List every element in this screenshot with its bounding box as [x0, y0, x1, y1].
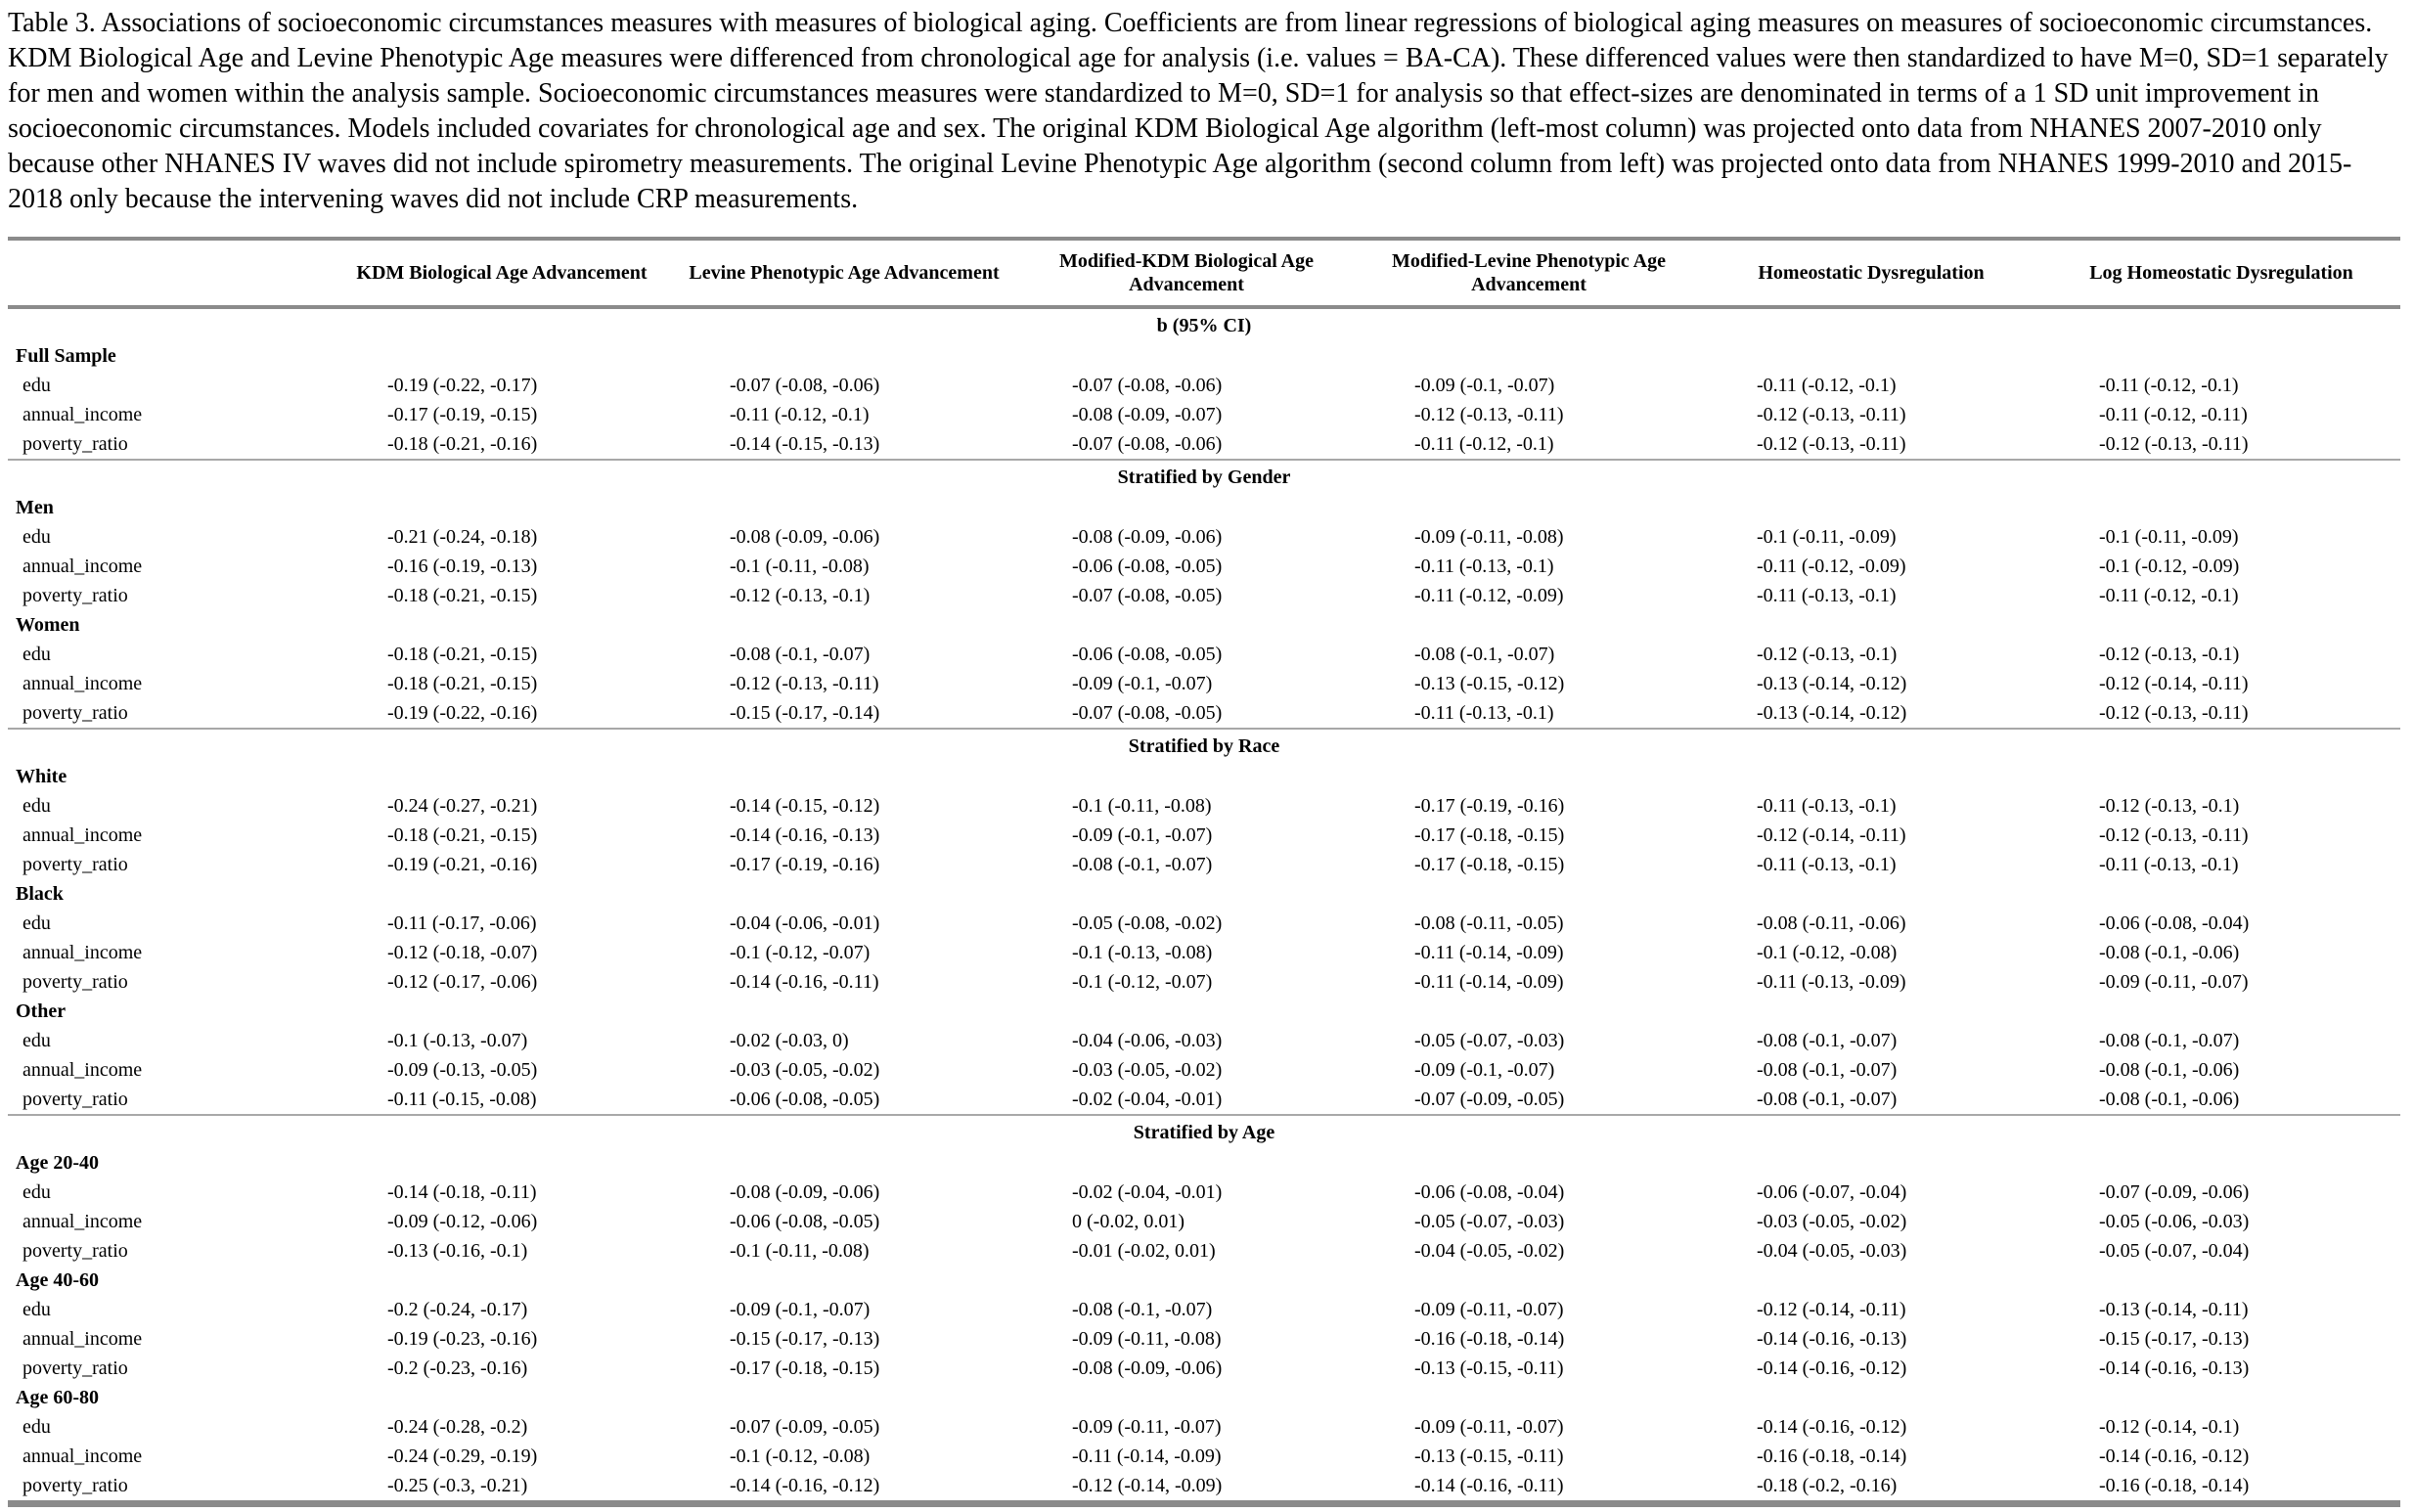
- value-cell: -0.08 (-0.1, -0.07): [1072, 1299, 1213, 1320]
- value-cell: -0.08 (-0.1, -0.07): [1757, 1059, 1898, 1081]
- value-cell: -0.11 (-0.17, -0.06): [387, 912, 537, 934]
- value-cell: -0.12 (-0.14, -0.11): [2099, 673, 2249, 694]
- row-label: edu: [22, 1181, 51, 1203]
- value-cell: -0.12 (-0.13, -0.1): [1757, 644, 1898, 665]
- group-header-row: [8, 879, 2400, 909]
- row-label: edu: [22, 1030, 51, 1051]
- value-cell: -0.09 (-0.1, -0.07): [1414, 1059, 1555, 1081]
- value-cell: -0.08 (-0.11, -0.05): [1414, 912, 1564, 934]
- table-row: [8, 640, 2400, 669]
- value-cell: -0.07 (-0.08, -0.06): [1072, 433, 1223, 455]
- value-cell: -0.02 (-0.03, 0): [730, 1030, 849, 1051]
- value-cell: -0.14 (-0.16, -0.11): [1414, 1475, 1564, 1496]
- value-cell: -0.09 (-0.11, -0.07): [2099, 971, 2249, 993]
- row-label: annual_income: [22, 673, 143, 694]
- row-label: edu: [22, 1416, 51, 1438]
- value-cell: -0.13 (-0.15, -0.12): [1414, 673, 1565, 694]
- value-cell: -0.12 (-0.13, -0.11): [2099, 433, 2249, 455]
- value-cell: -0.07 (-0.08, -0.06): [1072, 375, 1223, 396]
- value-cell: -0.08 (-0.09, -0.07): [1072, 404, 1223, 425]
- value-cell: -0.14 (-0.15, -0.13): [730, 433, 880, 455]
- value-cell: -0.11 (-0.14, -0.09): [1414, 971, 1564, 993]
- value-cell: -0.1 (-0.12, -0.07): [730, 942, 871, 963]
- value-cell: -0.12 (-0.18, -0.07): [387, 942, 538, 963]
- value-cell: -0.11 (-0.12, -0.11): [2099, 404, 2248, 425]
- table-row: [8, 1471, 2400, 1504]
- value-cell: -0.03 (-0.05, -0.02): [1757, 1211, 1907, 1232]
- value-cell: -0.12 (-0.14, -0.11): [1757, 1299, 1906, 1320]
- value-cell: -0.18 (-0.21, -0.15): [387, 824, 538, 846]
- section-divider-row: [8, 1115, 2400, 1148]
- group-header-row: [8, 341, 2400, 371]
- value-cell: -0.11 (-0.13, -0.09): [1757, 971, 1906, 993]
- group-label: Women: [16, 614, 80, 636]
- table-row: [8, 1354, 2400, 1383]
- group-label: White: [16, 766, 67, 787]
- value-cell: -0.06 (-0.07, -0.04): [1757, 1181, 1907, 1203]
- value-cell: -0.24 (-0.28, -0.2): [387, 1416, 528, 1438]
- value-cell: -0.13 (-0.15, -0.11): [1414, 1357, 1564, 1379]
- value-cell: -0.14 (-0.16, -0.12): [2099, 1445, 2250, 1467]
- value-cell: -0.17 (-0.18, -0.15): [1414, 854, 1565, 875]
- value-cell: -0.15 (-0.17, -0.13): [2099, 1328, 2250, 1350]
- table-row: [8, 938, 2400, 967]
- value-cell: -0.12 (-0.13, -0.1): [730, 585, 871, 606]
- table-body: [8, 307, 2400, 1504]
- value-cell: -0.14 (-0.16, -0.13): [730, 824, 880, 846]
- value-cell: -0.06 (-0.08, -0.04): [2099, 912, 2250, 934]
- value-cell: -0.16 (-0.18, -0.14): [2099, 1475, 2250, 1496]
- value-cell: -0.08 (-0.1, -0.07): [1414, 644, 1555, 665]
- section-divider-label: Stratified by Age: [8, 1115, 2400, 1148]
- value-cell: -0.11 (-0.13, -0.1): [1757, 585, 1897, 606]
- value-cell: -0.08 (-0.1, -0.07): [1072, 854, 1213, 875]
- row-label: poverty_ratio: [22, 433, 128, 455]
- value-cell: -0.18 (-0.21, -0.15): [387, 673, 538, 694]
- column-header-modified-levine-phenotypic-age: Modified-Levine Phenotypic Age Advancement: [1358, 239, 1700, 307]
- section-divider-row: [8, 729, 2400, 762]
- value-cell: -0.11 (-0.12, -0.09): [1757, 556, 1906, 577]
- value-cell: -0.07 (-0.08, -0.05): [1072, 702, 1223, 724]
- value-cell: -0.12 (-0.13, -0.1): [2099, 795, 2240, 817]
- section-divider-row: [8, 460, 2400, 493]
- value-cell: -0.17 (-0.19, -0.16): [730, 854, 880, 875]
- value-cell: -0.11 (-0.12, -0.1): [1757, 375, 1897, 396]
- value-cell: -0.19 (-0.22, -0.16): [387, 702, 538, 724]
- group-label: Full Sample: [16, 345, 116, 367]
- row-label: annual_income: [22, 1445, 143, 1467]
- row-label: annual_income: [22, 1211, 143, 1232]
- value-cell: 0 (-0.02, 0.01): [1072, 1211, 1185, 1232]
- value-cell: -0.05 (-0.06, -0.03): [2099, 1211, 2250, 1232]
- group-header-row: [8, 493, 2400, 522]
- value-cell: -0.07 (-0.08, -0.05): [1072, 585, 1223, 606]
- group-label: Men: [16, 497, 54, 518]
- value-cell: -0.1 (-0.13, -0.07): [387, 1030, 528, 1051]
- value-cell: -0.12 (-0.14, -0.1): [2099, 1416, 2240, 1438]
- value-cell: -0.09 (-0.13, -0.05): [387, 1059, 538, 1081]
- value-cell: -0.12 (-0.14, -0.11): [1757, 824, 1906, 846]
- row-label: poverty_ratio: [22, 1240, 128, 1262]
- value-cell: -0.01 (-0.02, 0.01): [1072, 1240, 1216, 1262]
- table-row: [8, 552, 2400, 581]
- table-row: [8, 850, 2400, 879]
- value-cell: -0.07 (-0.09, -0.05): [730, 1416, 880, 1438]
- value-cell: -0.08 (-0.1, -0.06): [2099, 1059, 2240, 1081]
- row-label: poverty_ratio: [22, 1089, 128, 1110]
- value-cell: -0.1 (-0.11, -0.08): [1072, 795, 1212, 817]
- value-cell: -0.11 (-0.12, -0.1): [2099, 375, 2239, 396]
- table-row: [8, 1207, 2400, 1236]
- table-row: [8, 581, 2400, 610]
- table-row: [8, 791, 2400, 821]
- group-header-row: [8, 610, 2400, 640]
- value-cell: -0.09 (-0.11, -0.07): [1072, 1416, 1222, 1438]
- table-row: [8, 1026, 2400, 1055]
- value-cell: -0.07 (-0.08, -0.06): [730, 375, 880, 396]
- value-cell: -0.08 (-0.09, -0.06): [1072, 526, 1223, 548]
- value-cell: -0.11 (-0.12, -0.1): [730, 404, 870, 425]
- value-cell: -0.19 (-0.23, -0.16): [387, 1328, 538, 1350]
- table-row: [8, 429, 2400, 460]
- table-row: [8, 909, 2400, 938]
- value-cell: -0.05 (-0.07, -0.03): [1414, 1030, 1565, 1051]
- value-cell: -0.11 (-0.13, -0.1): [2099, 854, 2239, 875]
- row-label: edu: [22, 795, 51, 817]
- row-label: poverty_ratio: [22, 1357, 128, 1379]
- value-cell: -0.19 (-0.21, -0.16): [387, 854, 538, 875]
- group-label: Black: [16, 883, 64, 905]
- group-label: Age 60-80: [16, 1387, 99, 1408]
- table-row: [8, 967, 2400, 997]
- value-cell: -0.2 (-0.23, -0.16): [387, 1357, 528, 1379]
- group-label: Other: [16, 1001, 67, 1022]
- table-row: [8, 1055, 2400, 1085]
- value-cell: -0.15 (-0.17, -0.14): [730, 702, 880, 724]
- table-row: [8, 1295, 2400, 1324]
- value-cell: -0.16 (-0.19, -0.13): [387, 556, 538, 577]
- value-cell: -0.02 (-0.04, -0.01): [1072, 1089, 1223, 1110]
- value-cell: -0.02 (-0.04, -0.01): [1072, 1181, 1223, 1203]
- value-cell: -0.11 (-0.12, -0.09): [1414, 585, 1564, 606]
- value-cell: -0.11 (-0.13, -0.1): [1414, 556, 1554, 577]
- value-cell: -0.17 (-0.18, -0.15): [1414, 824, 1565, 846]
- value-cell: -0.1 (-0.12, -0.08): [730, 1445, 871, 1467]
- table-row: [8, 1236, 2400, 1266]
- column-header-levine-phenotypic-age: Levine Phenotypic Age Advancement: [673, 239, 1015, 307]
- group-header-row: [8, 1383, 2400, 1412]
- value-cell: -0.08 (-0.09, -0.06): [1072, 1357, 1223, 1379]
- value-cell: -0.05 (-0.07, -0.03): [1414, 1211, 1565, 1232]
- section-divider-label: Stratified by Race: [8, 729, 2400, 762]
- group-label: Age 20-40: [16, 1152, 99, 1174]
- value-cell: -0.03 (-0.05, -0.02): [730, 1059, 880, 1081]
- value-cell: -0.12 (-0.17, -0.06): [387, 971, 538, 993]
- value-cell: -0.09 (-0.1, -0.07): [1414, 375, 1555, 396]
- row-label: annual_income: [22, 404, 143, 425]
- value-cell: -0.18 (-0.21, -0.15): [387, 585, 538, 606]
- value-cell: -0.08 (-0.1, -0.06): [2099, 1089, 2240, 1110]
- value-cell: -0.11 (-0.13, -0.1): [1757, 795, 1897, 817]
- value-cell: -0.12 (-0.13, -0.11): [1757, 404, 1906, 425]
- value-cell: -0.14 (-0.16, -0.11): [730, 971, 879, 993]
- value-cell: -0.06 (-0.08, -0.05): [1072, 644, 1223, 665]
- group-label: Age 40-60: [16, 1269, 99, 1291]
- value-cell: -0.13 (-0.14, -0.12): [1757, 702, 1907, 724]
- value-cell: -0.1 (-0.12, -0.08): [1757, 942, 1898, 963]
- row-label: edu: [22, 526, 51, 548]
- value-cell: -0.11 (-0.14, -0.09): [1072, 1445, 1222, 1467]
- table-row: [8, 1412, 2400, 1442]
- row-label: annual_income: [22, 824, 143, 846]
- value-cell: -0.08 (-0.09, -0.06): [730, 1181, 880, 1203]
- value-cell: -0.08 (-0.11, -0.06): [1757, 912, 1906, 934]
- column-header-row: [8, 239, 2400, 307]
- value-cell: -0.13 (-0.15, -0.11): [1414, 1445, 1564, 1467]
- table-row: [8, 400, 2400, 429]
- estimate-type-subheader-row: [8, 307, 2400, 341]
- row-label: annual_income: [22, 1328, 143, 1350]
- value-cell: -0.06 (-0.08, -0.05): [730, 1211, 880, 1232]
- value-cell: -0.08 (-0.1, -0.07): [730, 644, 871, 665]
- value-cell: -0.09 (-0.11, -0.08): [1414, 526, 1564, 548]
- value-cell: -0.05 (-0.08, -0.02): [1072, 912, 1223, 934]
- value-cell: -0.12 (-0.13, -0.11): [2099, 824, 2249, 846]
- value-cell: -0.11 (-0.13, -0.1): [1414, 702, 1554, 724]
- value-cell: -0.1 (-0.11, -0.09): [1757, 526, 1897, 548]
- table-caption: Table 3. Associations of socioeconomic circumstances measures with measures of biological aging. Coefficients are from linear regressions of biological aging measures on measures of socioeconomic circumstances. KDM Biological Age and Levine Phenotypic Age measures were differenced from chronological age for analysis (i.e. values = BA-CA). These differenced values were then standardized to have M=0, SD=1 separately for men and women within the analysis sample. Socioeconomic circumstances measures were standardized to M=0, SD=1 for analysis so that effect-sizes are denominated in terms of a 1 SD unit improvement in socioeconomic circumstances. Models included covariates for chronological age and sex. The original KDM Biological Age algorithm (left-most column) was projected onto data from NHANES 2007-2010 only because other NHANES IV waves did not include spirometry measurements. The original Levine Phenotypic Age algorithm (second column from left) was projected onto data from NHANES 1999-2010 and 2015-2018 only because the intervening waves did not include CRP measurements.: [8, 8, 2389, 214]
- row-label: edu: [22, 644, 51, 665]
- value-cell: -0.04 (-0.05, -0.02): [1414, 1240, 1565, 1262]
- group-header-row: [8, 762, 2400, 791]
- value-cell: -0.09 (-0.11, -0.07): [1414, 1299, 1564, 1320]
- row-label: poverty_ratio: [22, 585, 128, 606]
- value-cell: -0.18 (-0.21, -0.15): [387, 644, 538, 665]
- row-label: poverty_ratio: [22, 971, 128, 993]
- value-cell: -0.1 (-0.11, -0.08): [730, 1240, 870, 1262]
- value-cell: -0.18 (-0.2, -0.16): [1757, 1475, 1898, 1496]
- row-label: edu: [22, 912, 51, 934]
- value-cell: -0.1 (-0.12, -0.07): [1072, 971, 1213, 993]
- column-header-kdm-biological-age: KDM Biological Age Advancement: [331, 239, 673, 307]
- value-cell: -0.18 (-0.21, -0.16): [387, 433, 538, 455]
- row-label-column-header: [8, 239, 331, 307]
- row-label: edu: [22, 375, 51, 396]
- value-cell: -0.12 (-0.14, -0.09): [1072, 1475, 1223, 1496]
- table-row: [8, 821, 2400, 850]
- value-cell: -0.14 (-0.16, -0.12): [730, 1475, 880, 1496]
- value-cell: -0.11 (-0.15, -0.08): [387, 1089, 537, 1110]
- value-cell: -0.21 (-0.24, -0.18): [387, 526, 538, 548]
- row-label: poverty_ratio: [22, 1475, 128, 1496]
- table-row: [8, 1085, 2400, 1115]
- value-cell: -0.2 (-0.24, -0.17): [387, 1299, 528, 1320]
- row-label: poverty_ratio: [22, 854, 128, 875]
- value-cell: -0.11 (-0.13, -0.1): [1757, 854, 1897, 875]
- value-cell: -0.14 (-0.18, -0.11): [387, 1181, 537, 1203]
- value-cell: -0.14 (-0.16, -0.12): [1757, 1416, 1907, 1438]
- value-cell: -0.15 (-0.17, -0.13): [730, 1328, 880, 1350]
- value-cell: -0.11 (-0.12, -0.1): [1414, 433, 1554, 455]
- column-header-modified-kdm-biological-age: Modified-KDM Biological Age Advancement: [1015, 239, 1358, 307]
- value-cell: -0.08 (-0.1, -0.07): [1757, 1089, 1898, 1110]
- section-divider-label: Stratified by Gender: [8, 460, 2400, 493]
- value-cell: -0.16 (-0.18, -0.14): [1414, 1328, 1565, 1350]
- value-cell: -0.09 (-0.1, -0.07): [1072, 824, 1213, 846]
- value-cell: -0.03 (-0.05, -0.02): [1072, 1059, 1223, 1081]
- value-cell: -0.08 (-0.09, -0.06): [730, 526, 880, 548]
- value-cell: -0.05 (-0.07, -0.04): [2099, 1240, 2250, 1262]
- table-header: [8, 239, 2400, 307]
- value-cell: -0.04 (-0.06, -0.03): [1072, 1030, 1223, 1051]
- estimate-type-subheader: b (95% CI): [1156, 315, 1252, 336]
- row-label: annual_income: [22, 1059, 143, 1081]
- value-cell: -0.17 (-0.18, -0.15): [730, 1357, 880, 1379]
- row-label: annual_income: [22, 556, 143, 577]
- value-cell: -0.08 (-0.1, -0.07): [1757, 1030, 1898, 1051]
- table-row: [8, 1324, 2400, 1354]
- value-cell: -0.07 (-0.09, -0.06): [2099, 1181, 2250, 1203]
- value-cell: -0.25 (-0.3, -0.21): [387, 1475, 528, 1496]
- value-cell: -0.09 (-0.12, -0.06): [387, 1211, 538, 1232]
- value-cell: -0.13 (-0.14, -0.12): [1757, 673, 1907, 694]
- value-cell: -0.12 (-0.13, -0.1): [2099, 644, 2240, 665]
- group-header-row: [8, 1148, 2400, 1178]
- value-cell: -0.06 (-0.08, -0.05): [1072, 556, 1223, 577]
- value-cell: -0.11 (-0.12, -0.1): [2099, 585, 2239, 606]
- value-cell: -0.14 (-0.16, -0.13): [1757, 1328, 1907, 1350]
- value-cell: -0.17 (-0.19, -0.15): [387, 404, 538, 425]
- value-cell: -0.1 (-0.11, -0.09): [2099, 526, 2239, 548]
- value-cell: -0.14 (-0.16, -0.12): [1757, 1357, 1907, 1379]
- value-cell: -0.17 (-0.19, -0.16): [1414, 795, 1565, 817]
- row-label: poverty_ratio: [22, 702, 128, 724]
- value-cell: -0.24 (-0.27, -0.21): [387, 795, 538, 817]
- group-header-row: [8, 997, 2400, 1026]
- value-cell: -0.12 (-0.13, -0.11): [1414, 404, 1564, 425]
- value-cell: -0.08 (-0.1, -0.07): [2099, 1030, 2240, 1051]
- column-header-log-homeostatic-dysregulation: Log Homeostatic Dysregulation: [2042, 239, 2400, 307]
- value-cell: -0.12 (-0.13, -0.11): [730, 673, 879, 694]
- table-row: [8, 371, 2400, 400]
- value-cell: -0.13 (-0.16, -0.1): [387, 1240, 528, 1262]
- value-cell: -0.14 (-0.15, -0.12): [730, 795, 880, 817]
- value-cell: -0.14 (-0.16, -0.13): [2099, 1357, 2250, 1379]
- value-cell: -0.12 (-0.13, -0.11): [2099, 702, 2249, 724]
- group-header-row: [8, 1266, 2400, 1295]
- value-cell: -0.08 (-0.1, -0.06): [2099, 942, 2240, 963]
- value-cell: -0.1 (-0.13, -0.08): [1072, 942, 1213, 963]
- value-cell: -0.12 (-0.13, -0.11): [1757, 433, 1906, 455]
- value-cell: -0.09 (-0.1, -0.07): [1072, 673, 1213, 694]
- value-cell: -0.09 (-0.11, -0.07): [1414, 1416, 1564, 1438]
- value-cell: -0.06 (-0.08, -0.05): [730, 1089, 880, 1110]
- table-row: [8, 669, 2400, 698]
- value-cell: -0.24 (-0.29, -0.19): [387, 1445, 538, 1467]
- row-label: annual_income: [22, 942, 143, 963]
- results-table: [8, 237, 2400, 1507]
- value-cell: -0.13 (-0.14, -0.11): [2099, 1299, 2249, 1320]
- value-cell: -0.04 (-0.05, -0.03): [1757, 1240, 1907, 1262]
- value-cell: -0.09 (-0.11, -0.08): [1072, 1328, 1222, 1350]
- column-header-homeostatic-dysregulation: Homeostatic Dysregulation: [1700, 239, 2042, 307]
- value-cell: -0.04 (-0.06, -0.01): [730, 912, 880, 934]
- value-cell: -0.06 (-0.08, -0.04): [1414, 1181, 1565, 1203]
- value-cell: -0.1 (-0.12, -0.09): [2099, 556, 2240, 577]
- table-row: [8, 1442, 2400, 1471]
- row-label: edu: [22, 1299, 51, 1320]
- value-cell: -0.19 (-0.22, -0.17): [387, 375, 538, 396]
- value-cell: -0.07 (-0.09, -0.05): [1414, 1089, 1565, 1110]
- value-cell: -0.16 (-0.18, -0.14): [1757, 1445, 1907, 1467]
- table-row: [8, 522, 2400, 552]
- value-cell: -0.11 (-0.14, -0.09): [1414, 942, 1564, 963]
- value-cell: -0.09 (-0.1, -0.07): [730, 1299, 871, 1320]
- value-cell: -0.1 (-0.11, -0.08): [730, 556, 870, 577]
- table-row: [8, 1178, 2400, 1207]
- table-row: [8, 698, 2400, 729]
